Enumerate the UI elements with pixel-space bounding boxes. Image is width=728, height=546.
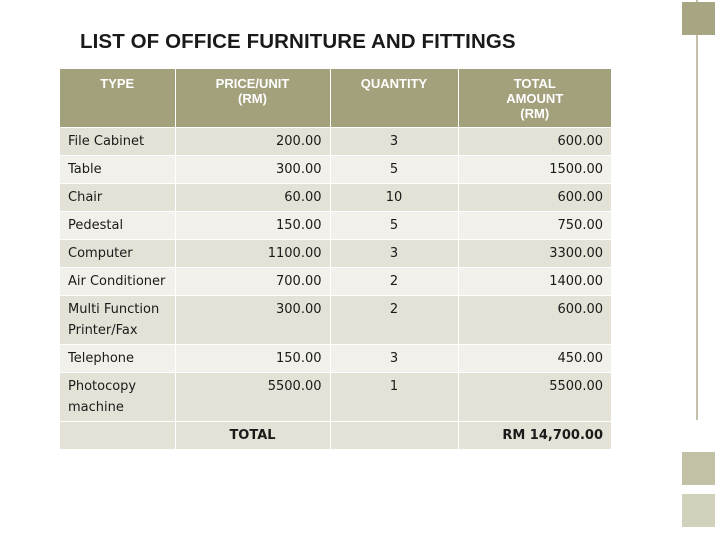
furniture-table [60,69,611,449]
cell-amount: 600.00 [458,184,611,212]
cell-amount: 5500.00 [458,373,611,422]
table-row [60,345,611,373]
cell-type: File Cabinet [60,128,175,156]
cell-type: Table [60,156,175,184]
total-empty-cell [330,422,458,450]
table-row [60,296,611,345]
cell-amount: 1500.00 [458,156,611,184]
cell-quantity: 2 [330,268,458,296]
table-row [60,212,611,240]
table-row [60,184,611,212]
cell-amount: 450.00 [458,345,611,373]
total-empty-cell [60,422,175,450]
cell-price: 1100.00 [175,240,330,268]
cell-price: 5500.00 [175,373,330,422]
cell-type: Air Conditioner [60,268,175,296]
header-total-line2: AMOUNT [506,91,564,106]
table-row [60,268,611,296]
header-total-line3: (RM) [520,106,550,121]
header-type-label: TYPE [100,76,135,91]
cell-type: Pedestal [60,212,175,240]
table-row [60,240,611,268]
cell-type: Computer [60,240,175,268]
cell-quantity: 2 [330,296,458,345]
cell-quantity: 5 [330,156,458,184]
header-price-line1: PRICE/UNIT [215,76,290,91]
cell-price: 200.00 [175,128,330,156]
cell-quantity: 10 [330,184,458,212]
header-total-amount [458,69,611,128]
cell-amount: 750.00 [458,212,611,240]
header-quantity [330,69,458,128]
cell-quantity: 3 [330,345,458,373]
header-quantity-label: QUANTITY [360,76,428,91]
cell-quantity: 1 [330,373,458,422]
cell-quantity: 3 [330,240,458,268]
slide-title: LIST OF OFFICE FURNITURE AND FITTINGS [80,30,516,53]
cell-amount: 1400.00 [458,268,611,296]
decorative-right-strip [696,0,698,420]
cell-type: Photocopy machine [60,373,175,422]
cell-amount: 3300.00 [458,240,611,268]
cell-type: Chair [60,184,175,212]
total-label: TOTAL [175,422,330,450]
table-row [60,128,611,156]
cell-price: 150.00 [175,212,330,240]
table-row [60,373,611,422]
cell-type: Telephone [60,345,175,373]
table-header-row [60,69,611,128]
total-row [60,422,611,450]
table-row [60,156,611,184]
cell-amount: 600.00 [458,128,611,156]
header-type [60,69,175,128]
cell-price: 150.00 [175,345,330,373]
cell-price: 60.00 [175,184,330,212]
cell-quantity: 3 [330,128,458,156]
cell-price: 700.00 [175,268,330,296]
decorative-square-bottom [682,494,715,527]
cell-quantity: 5 [330,212,458,240]
header-price [175,69,330,128]
cell-amount: 600.00 [458,296,611,345]
total-amount: RM 14,700.00 [458,422,611,450]
cell-price: 300.00 [175,156,330,184]
header-price-line2: (RM) [238,91,267,106]
cell-type: Multi Function Printer/Fax [60,296,175,345]
header-total-line1: TOTAL [513,76,556,91]
decorative-square-middle [682,452,715,485]
decorative-square-top [682,2,715,35]
cell-price: 300.00 [175,296,330,345]
